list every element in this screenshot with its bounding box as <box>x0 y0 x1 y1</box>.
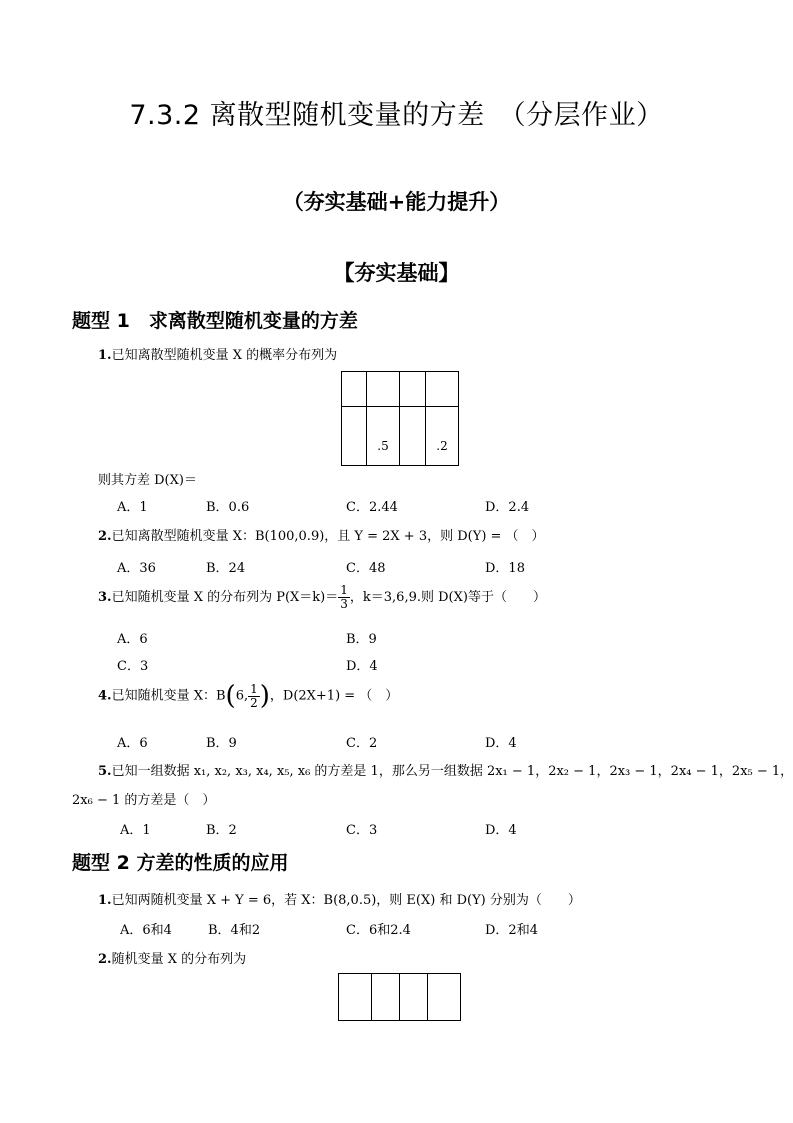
table-cell <box>342 407 367 466</box>
question-number: 2. <box>98 952 112 967</box>
question-text: 已知两随机变量 X + Y = 6，若 X：B(8,0.5)，则 E(X) 和 D(Y) 分别为（ ） <box>111 893 581 908</box>
option-b: B．9 <box>206 736 237 751</box>
question-text: 已知随机变量 X：B <box>111 688 226 704</box>
t2-q2-distribution-table <box>338 973 461 1021</box>
option-a: A．1 <box>120 823 151 838</box>
option-b: B．2 <box>206 823 237 838</box>
question-number: 4. <box>98 688 112 704</box>
option-a: A．6 <box>117 632 148 647</box>
fraction-numerator: 1 <box>250 681 258 696</box>
t1-q4-text <box>98 681 398 711</box>
question-text: 已知随机变量 X 的分布列为 P(X＝k)＝ <box>111 590 339 605</box>
page-title: 7.3.2 离散型随机变量的方差 （分层作业） <box>129 100 664 131</box>
t2-q1-text <box>98 889 581 908</box>
table-cell <box>342 372 367 407</box>
option-b: B．4和2 <box>208 923 261 938</box>
option-c: C．2 <box>346 736 378 751</box>
option-c: C．3 <box>117 659 149 674</box>
table-cell <box>400 372 426 407</box>
table-cell <box>367 372 400 407</box>
t1-q1-distribution-table <box>341 371 459 466</box>
option-d: D．2.4 <box>485 500 530 515</box>
table-cell <box>426 372 459 407</box>
type1-heading: 题型 1 求离散型随机变量的方差 <box>72 310 358 332</box>
fraction-numerator: 1 <box>340 583 348 597</box>
t1-q5-line1 <box>98 760 793 779</box>
table-cell <box>339 974 372 1021</box>
option-d: D．4 <box>485 736 517 751</box>
option-b: B．24 <box>206 561 246 576</box>
question-text: 已知一组数据 x₁, x₂, x₃, x₄, x₅, x₆ 的方差是 1，那么另一组数据 2x₁ − 1，2x₂ − 1，2x₃ − 1，2x₄ − 1，2x₅ − 1， <box>111 764 793 779</box>
table-cell <box>428 974 461 1021</box>
right-paren: ) <box>259 681 270 711</box>
question-number: 2. <box>98 529 112 544</box>
question-text: 随机变量 X 的分布列为 <box>111 952 247 967</box>
fraction-denominator: 3 <box>340 597 348 611</box>
t1-q1-text <box>98 344 337 363</box>
question-number: 5. <box>98 764 112 779</box>
option-a: A．6和4 <box>120 923 172 938</box>
option-c: C．3 <box>346 823 378 838</box>
option-c: C．48 <box>346 561 386 576</box>
page-subtitle: （夯实基础+能力提升） <box>282 190 511 214</box>
question-text-cont: ，D(2X+1) = （ ） <box>269 688 399 704</box>
binomial-param: 6, <box>235 688 249 704</box>
fraction <box>338 584 350 611</box>
option-d: D．2和4 <box>485 923 538 938</box>
option-b: B．0.6 <box>206 500 250 515</box>
question-text-cont: ，k＝3,6,9.则 D(X)等于（ ） <box>349 590 546 605</box>
left-paren: ( <box>225 681 236 711</box>
option-b: B．9 <box>346 632 377 647</box>
option-a: A．1 <box>117 500 148 515</box>
table-cell <box>372 974 400 1021</box>
question-number: 3. <box>98 590 112 605</box>
option-d: D．4 <box>485 823 517 838</box>
option-c: C．6和2.4 <box>346 923 411 938</box>
t1-q2-text <box>98 525 545 544</box>
table-cell: .5 <box>367 407 400 466</box>
t1-q5-line2: 2x₆ − 1 的方差是（ ） <box>72 793 216 808</box>
table-cell: .2 <box>426 407 459 466</box>
option-c: C．2.44 <box>346 500 398 515</box>
table-cell <box>400 407 426 466</box>
question-text: 已知离散型随机变量 X：B(100,0.9)，且 Y = 2X + 3，则 D(Y) = （ ） <box>111 529 545 544</box>
option-a: A．36 <box>117 561 156 576</box>
fraction-denominator: 2 <box>250 695 258 710</box>
option-d: D．4 <box>346 659 378 674</box>
question-text: 已知离散型随机变量 X 的概率分布列为 <box>111 348 338 363</box>
t1-q3-text <box>98 584 546 611</box>
question-number: 1. <box>98 893 112 908</box>
t1-q1-after: 则其方差 D(X)＝ <box>98 473 197 488</box>
question-number: 1. <box>98 348 112 363</box>
option-a: A．6 <box>117 736 148 751</box>
table-cell <box>400 974 428 1021</box>
section-heading: 【夯实基础】 <box>333 261 460 285</box>
t2-q2-text <box>98 948 246 967</box>
type2-heading: 题型 2 方差的性质的应用 <box>72 852 289 874</box>
option-d: D．18 <box>485 561 525 576</box>
fraction <box>248 683 260 710</box>
